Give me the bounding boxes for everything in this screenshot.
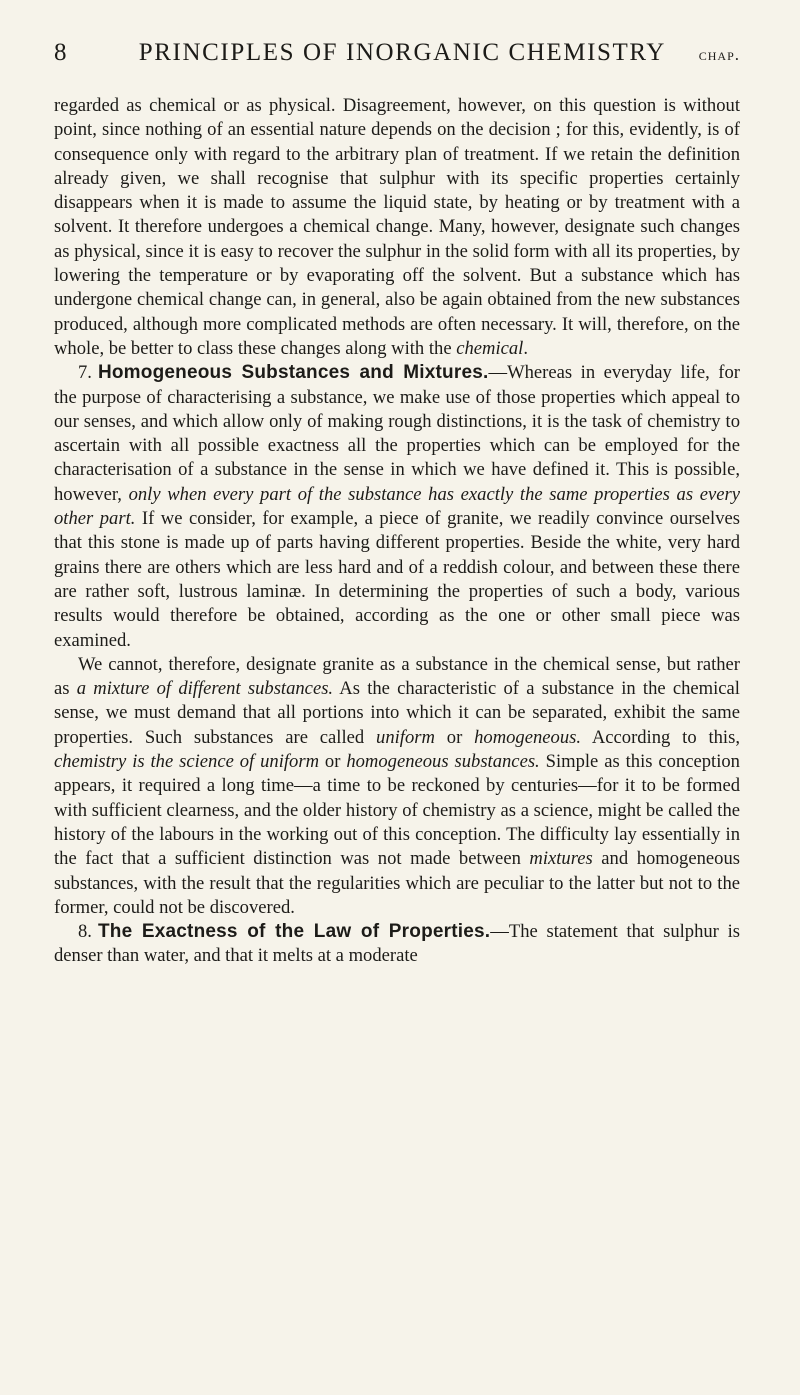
paragraph-text: and homogeneous substances, with the result that the regularities which are peculiar to the latter but not to the former, could not be discovered.: [54, 848, 740, 918]
emphasis-text: mixtures: [529, 848, 593, 870]
paragraph-text: Whereas in everyday life, for the purpose of characterising a substance, we make use of those properties which appeal to our senses, and which allow only of making rough distinctions, it is the task of chemistry to ascertain with all possible exactness all the properties which can be employed for the characterisation of a substance in the sense in which we have defined it. This is possible, however,: [54, 362, 740, 505]
section-number: 7.: [78, 362, 92, 384]
heading-dash: —: [490, 921, 509, 943]
emphasis-text: uniform: [376, 726, 435, 748]
paragraph-text: According to this,: [581, 726, 740, 748]
section-8-paragraph: [54, 920, 740, 969]
heading-dash: —: [488, 362, 508, 384]
chapter-label: chap.: [698, 45, 740, 64]
running-head: [54, 38, 740, 70]
paragraph-text: As the characteristic of a substance in the chemical sense, we must demand that all portions into which it can be separated, exhibit the same properties. Such substances are called: [54, 678, 740, 748]
emphasis-text: homogeneous substances.: [346, 751, 540, 773]
paragraph-text: or: [434, 726, 475, 748]
section-heading: Homogeneous Substances and Mixtures.: [97, 362, 489, 384]
emphasis-text: chemistry is the science of uniform: [54, 751, 320, 773]
paragraph-text: We cannot, therefore, designate granite as a substance in the chemical sense, but rather as: [54, 653, 740, 700]
page-number: 8: [54, 39, 68, 66]
book-title: PRINCIPLES OF INORGANIC CHEMISTRY: [138, 39, 666, 66]
emphasis-text: homogeneous.: [474, 726, 582, 748]
paragraph-granite: [54, 653, 740, 920]
paragraph-text: The statement that sulphur is denser than water, and that it melts at a moderate: [54, 921, 740, 967]
paragraph-text: regarded as chemical or as physical. Disagreement, however, on this question is without point, since nothing of an essential nature depends on the decision ; for this, evidently, is of consequence only with regard to the arbitrary plan of treatment. If we retain the definition already given, we shall recognise that sulphur with its specific properties certainly disappears when it is made to assume the liquid state, by heating or by treatment with a solvent. It therefore undergoes a chemical change. Many, however, designate such changes as physical, since it is easy to recover the sulphur in the solid form with all its properties, by lowering the temperature or by evaporating off the solvent. But a substance which has undergone chemical change can, in general, also be again obtained from the new substances produced, although more complicated methods are often necessary. It will, therefore, on the whole, be better to class these changes along with the: [54, 95, 740, 359]
section-7-paragraph: [54, 361, 740, 653]
paragraph-continued: [54, 94, 740, 361]
emphasis-text: a mixture of different substances.: [76, 678, 334, 700]
section-number: 8.: [78, 921, 92, 943]
body-text: [54, 94, 740, 969]
paragraph-text: or: [319, 751, 347, 773]
emphasis-text: chemical: [456, 337, 524, 359]
section-heading: The Exactness of the Law of Properties.: [97, 921, 491, 943]
emphasis-text: only when every part of the substance has exactly the same properties as every other part.: [54, 483, 740, 530]
paragraph-text: If we consider, for example, a piece of granite, we readily convince ourselves that this stone is made up of parts having different properties. Beside the white, very hard grains there are others which are less hard and of a reddish colour, and between these there are rather soft, lustrous laminæ. In determining the properties of such a body, various results would therefore be obtained, according as the one or other small piece was examined.: [54, 508, 740, 651]
paragraph-text: Simple as this conception appears, it required a long time—a time to be reckoned by centuries—for it to be formed with sufficient clearness, and the older history of chemistry as a science, might be called the history of the labours in the working out of this conception. The difficulty lay essentially in the fact that a sufficient distinction was not made between: [54, 751, 740, 870]
paragraph-end: .: [523, 337, 529, 359]
